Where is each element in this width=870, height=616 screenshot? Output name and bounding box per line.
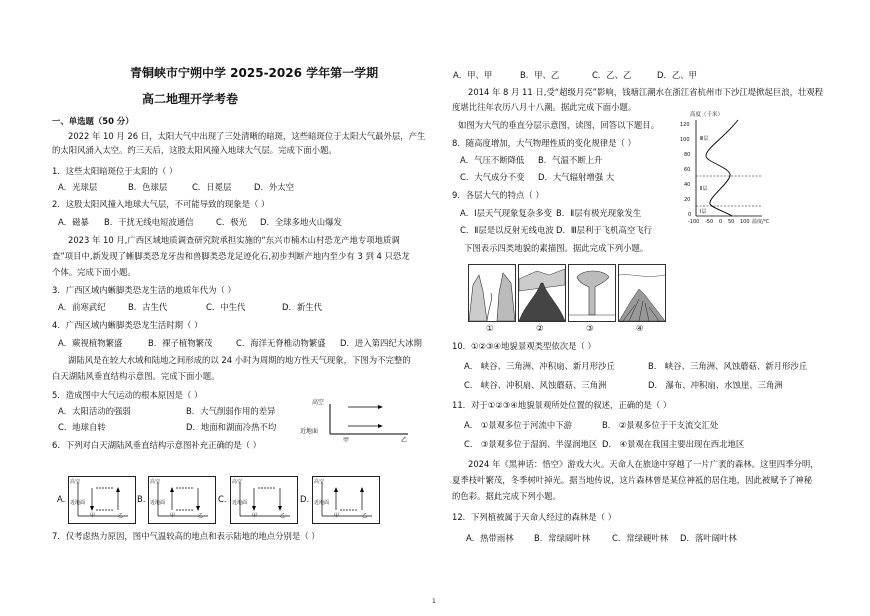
q10-option-d[interactable]: D． 瀑布、冲积扇、水蚀崖、三角洲	[648, 380, 783, 390]
fig-high-label: 高空	[312, 399, 325, 406]
q5-option-d[interactable]: D．地面和湖面冷热不均	[186, 422, 277, 432]
q12-option-c[interactable]: C．常绿硬叶林	[612, 533, 669, 543]
chart-layer-1: Ⅰ层	[700, 209, 707, 215]
passage-2-line-3: 个体。完成下面小题。	[52, 267, 136, 277]
q7-option-c[interactable]: C．乙、乙	[592, 70, 632, 80]
fig-low-label: 近地面	[300, 428, 319, 435]
sketch-label-2: ②	[536, 323, 544, 333]
chart-ytick-20: 20	[684, 197, 691, 203]
question-1: 1．这些太阳暗斑位于太阳的（ ）	[52, 166, 178, 176]
chart-xtick-3: 0	[719, 219, 723, 225]
q6-d-jia: 甲	[334, 513, 340, 519]
sketch-label-4: ④	[636, 323, 644, 333]
q6-c-high: 高空	[232, 479, 243, 485]
q6-a-high: 高空	[70, 479, 81, 485]
q6-c-low: 近地面	[232, 500, 248, 506]
q10-option-b[interactable]: B． 峡谷、三角洲、风蚀蘑菇、新月形沙丘	[648, 361, 808, 371]
fig-arrows	[328, 396, 412, 440]
passage-3-line-2: 白天湖陆风垂直结构示意图。完成下面小题。	[52, 371, 220, 381]
q6-b-jia: 甲	[170, 513, 176, 519]
q11-option-a[interactable]: A． ①景观多位于河流中下游	[464, 420, 573, 430]
q1-option-b[interactable]: B．色球层	[128, 182, 168, 192]
passage-2-line-1: 2023 年 10 月,广西区域地质调查研究院承担实施的“东兴市楠木山村恐龙产地专项地质调	[68, 235, 400, 245]
question-6: 6．下列对白天湖陆风垂直结构示意图补充正确的是（ ）	[52, 440, 261, 450]
q5-option-b[interactable]: B．大气削弱作用的差异	[186, 406, 276, 416]
question-4: 4．广西区域内蜥脚类恐龙生活时期（ ）	[52, 320, 203, 330]
passage-7-line-1: 2024 年《黑神话：悟空》游戏大火。天命人在旅途中穿越了一片广袤的森林。这里四季分明，	[468, 459, 819, 469]
q2-option-c[interactable]: C．极光	[216, 217, 247, 227]
q3-option-b[interactable]: B．古生代	[128, 302, 168, 312]
q11-option-c[interactable]: C． ③景观多位于湿润、半湿润地区	[464, 439, 598, 449]
page-number: 1	[432, 598, 436, 605]
q12-option-d[interactable]: D．落叶阔叶林	[680, 533, 737, 543]
q5-option-a[interactable]: A．太阳活动的强弱	[58, 406, 131, 416]
q6-a-yi: 乙	[118, 513, 124, 519]
chart-xtick-1: -100	[688, 219, 700, 225]
exam-title: 青铜峡市宁朔中学 2025-2026 学年第一学期	[130, 66, 379, 80]
chart-layer-3: Ⅲ层	[700, 136, 709, 142]
q4-option-b[interactable]: B．裸子植物繁茂	[148, 338, 213, 348]
sketch-label-1: ①	[486, 323, 494, 333]
question-10: 10．①②③④地貌景观类型依次是（ ）	[452, 341, 596, 351]
q6-c-yi: 乙	[280, 513, 286, 519]
q7-option-a[interactable]: A．甲、甲	[453, 70, 493, 80]
q7-option-d[interactable]: D．乙、甲	[657, 70, 697, 80]
landform-sketch-3	[568, 264, 616, 322]
chart-ytick-0: 0	[688, 212, 692, 218]
exam-subtitle: 高二地理开学考卷	[142, 92, 239, 106]
passage-1-line-1: 2022 年 10 月 26 日，太阳大气中出现了三处清晰的暗斑，这些暗斑位于太阳大气最外层，产生	[68, 131, 426, 141]
q3-option-d[interactable]: D．新生代	[282, 302, 322, 312]
q8-option-b[interactable]: B．气温不断上升	[538, 155, 603, 165]
chart-ytick-100: 100	[680, 137, 690, 143]
passage-1-line-2: 的太阳风涌入太空。约三天后，这股太阳风撞入地球大气层。完成下面小题。	[52, 145, 337, 155]
q12-option-a[interactable]: A．热带雨林	[466, 533, 514, 543]
q4-option-d[interactable]: D．进入第四纪大冰期	[340, 338, 422, 348]
question-12: 12．下列植被属于天命人经过的森林是（ ）	[452, 512, 617, 522]
q1-option-a[interactable]: A．光球层	[58, 182, 98, 192]
question-2: 2．这股太阳风撞入地球大气层，不可能导致的现象是（ ）	[52, 199, 270, 209]
passage-5: 如图为大气的垂直分层示意图，读图，回答以下题目。	[458, 120, 659, 130]
chart-plot	[694, 118, 764, 222]
q6-option-a-letter[interactable]: A.	[57, 494, 66, 504]
q8-option-d[interactable]: D．大气辐射增强 大	[538, 172, 615, 182]
q8-option-a[interactable]: A．气压不断降低	[460, 155, 525, 165]
q6-d-yi: 乙	[362, 513, 368, 519]
chart-ytick-80: 80	[684, 152, 691, 158]
q4-option-c[interactable]: C．海洋无脊椎动物繁盛	[236, 338, 326, 348]
q9-option-b[interactable]: B．Ⅱ层有极光现象发生	[556, 208, 642, 218]
chart-xtick-2: -50	[705, 219, 714, 225]
q6-b-high: 高空	[150, 479, 161, 485]
q4-option-a[interactable]: A．蕨视植物繁盛	[58, 338, 123, 348]
passage-7-line-3: 的色彩。据此完成下列小题。	[452, 491, 561, 501]
alluvial-fan-sketch-icon	[519, 265, 565, 321]
q6-b-yi: 乙	[198, 513, 204, 519]
chart-ytick-120: 120	[680, 122, 690, 128]
landform-sketch-2	[518, 264, 566, 322]
q6-d-high: 高空	[314, 479, 325, 485]
q2-option-b[interactable]: B．干扰无线电短波通信	[104, 217, 194, 227]
passage-6: 下图表示四类地貌的素描图。据此完成下列小题。	[464, 243, 649, 253]
q11-option-b[interactable]: B． ②景观多位于干支流交汇处	[602, 420, 719, 430]
fig-jia-label: 甲	[343, 437, 350, 444]
question-9: 9．各层大气的特点（ ）	[452, 190, 544, 200]
q3-option-c[interactable]: C．中生代	[206, 302, 246, 312]
landform-sketch-1	[468, 264, 516, 322]
q10-option-a[interactable]: A． 峡谷、三角洲、冲积扇、新月形沙丘	[464, 361, 615, 371]
passage-2-line-2: 查”项目中,新发现了蜥脚类恐龙牙齿和兽脚类恐龙足迹化石,初步判断产地内至少有 3 到 4 只恐龙	[52, 251, 410, 261]
sketch-label-3: ③	[586, 323, 594, 333]
q1-option-d[interactable]: D．外太空	[254, 182, 294, 192]
fig-yi-label: 乙	[401, 437, 408, 444]
q6-option-c-letter[interactable]: C.	[218, 494, 227, 504]
chart-xlabel: 温度/℃	[752, 219, 770, 225]
q2-option-d[interactable]: D．全球多地火山爆发	[260, 217, 342, 227]
q8-option-c[interactable]: C．大气成分不变	[460, 172, 525, 182]
chart-layer-2: Ⅱ层	[700, 186, 708, 192]
q12-option-b[interactable]: B．常绿阔叶林	[534, 533, 590, 543]
section-heading: 一、单选题（50 分）	[52, 116, 134, 126]
q9-option-c[interactable]: C．Ⅱ层是以反射无线电波	[460, 225, 554, 235]
q1-option-c[interactable]: C．日冕层	[192, 182, 232, 192]
q5-option-c[interactable]: C．地球自转	[58, 422, 106, 432]
question-11: 11．对于①②③④地貌景观所处位置的叙述，正确的是（ ）	[452, 400, 672, 410]
passage-4-line-2: 度堪比往年农历八月十八潮。据此完成下面小题。	[452, 102, 637, 112]
chart-ytick-60: 60	[684, 167, 691, 173]
question-8: 8．随高度增加，大气物理性质的变化规律是（ ）	[452, 138, 636, 148]
landform-sketch-4	[618, 264, 666, 322]
question-3: 3．广西区域内蜥脚类恐龙生活的地质年代为（ ）	[52, 285, 236, 295]
q6-a-low: 近地面	[70, 500, 86, 506]
q11-option-d[interactable]: D． ④景观在我国主要出现在西北地区	[602, 439, 745, 449]
q2-option-a[interactable]: A．磁暴	[58, 217, 89, 227]
q9-option-d[interactable]: D．Ⅲ层利于飞机高空飞行	[556, 225, 652, 235]
q6-option-d-letter[interactable]: D.	[300, 494, 310, 504]
question-5: 5．造成图中大气运动的根本原因是（ ）	[52, 390, 203, 400]
canyon-sketch-icon	[469, 265, 515, 321]
q6-option-b-letter[interactable]: B.	[137, 494, 146, 504]
q9-option-a[interactable]: A．Ⅰ层天气现象复杂多变	[460, 208, 552, 218]
delta-sketch-icon	[619, 265, 665, 321]
q7-option-b[interactable]: B．甲、乙	[520, 70, 560, 80]
q6-c-jia: 甲	[252, 513, 258, 519]
q6-b-low: 近地面	[150, 500, 166, 506]
mushroom-rock-sketch-icon	[569, 265, 615, 321]
q10-option-c[interactable]: C． 峡谷、冲积扇、风蚀蘑菇、三角洲	[464, 380, 607, 390]
passage-4-line-1: 2014 年 8 月 11 日,受“超级月亮”影响，钱塘江潮水在浙江省杭州市下沙江堤掀起巨浪，壮观程	[468, 87, 824, 97]
question-7: 7．仅考虑热力原因，图中气温较高的地点和表示陆地的地点分别是（ ）	[52, 531, 320, 541]
q6-d-low: 近地面	[314, 500, 330, 506]
passage-3-line-1: 湖陆风是在较大水域和陆地之间形成的以 24 小时为周期的地方性天气现象，下图为不完整的	[68, 355, 411, 365]
chart-xtick-4: 50	[728, 219, 735, 225]
q6-a-jia: 甲	[90, 513, 96, 519]
chart-xtick-5: 100	[740, 219, 750, 225]
q3-option-a[interactable]: A．前寒武纪	[58, 302, 106, 312]
chart-ylabel: 高度（千米）	[690, 112, 724, 118]
chart-ytick-40: 40	[684, 182, 691, 188]
passage-7-line-2: 夏季枝叶繁茂，冬季树叶掉光。据当地传说，这片森林曾是某位神祗的居住地，因此被赋予了神秘	[452, 475, 813, 485]
